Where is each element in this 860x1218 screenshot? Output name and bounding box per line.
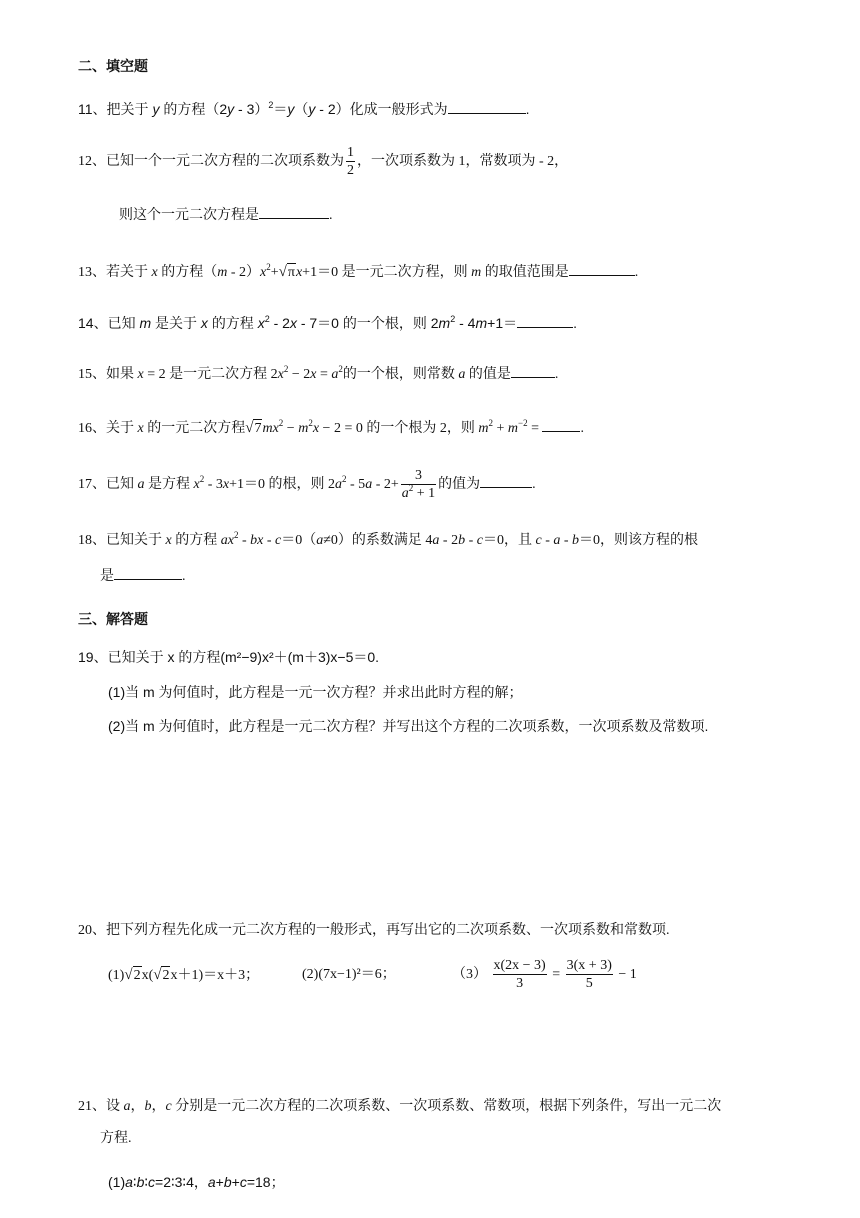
question-19-part1: (1)当 m 为何值时，此方程是一元一次方程？并求出此时方程的解； (108, 684, 523, 700)
q-number: 16、 (78, 421, 106, 436)
q-number: 18、 (78, 533, 106, 548)
sqrt-icon: √ (245, 420, 254, 436)
question-12: 12、已知一个一元二次方程的二次项系数为 $\frac{1}{2}$ ，一次项系数为 1，常数项为 - 2， (78, 145, 569, 179)
sqrt-icon: √ (153, 967, 162, 983)
answer-blank[interactable] (569, 262, 635, 276)
fraction-left: $\frac{x(2x - 3)}{3}$ (493, 958, 546, 992)
question-20-part2: (2)(7x−1)²＝6； (302, 967, 396, 982)
question-19: 19、已知关于 x 的方程(m²−9)x²＋(m＋3)x−5＝0. (78, 649, 380, 665)
answer-blank[interactable] (480, 474, 532, 488)
answer-blank[interactable] (542, 418, 580, 432)
sqrt-icon: √ (278, 264, 287, 280)
q-number: 15、 (78, 367, 106, 382)
question-16: 16、关于 x 的一元二次方程$√7mx^2 - m^2x - 2 = 0$ 的一个根为 2，则 $m^2 + m^{-2}$ = . (78, 418, 584, 436)
question-18-line2: 是 . (100, 566, 186, 586)
question-15: 15、如果 x = 2 是一元二次方程 $2x^2 - 2x = a^2$的一个根，则常数 a 的值是 . (78, 364, 559, 382)
question-14: 14、已知 m 是关于 x 的方程 $x^2 - 2x - 7=0$ 的一个根，则 $2m^2 - 4m+1=$ . (78, 314, 577, 331)
q-number: 17、 (78, 477, 106, 492)
fraction-one-half: $\frac{1}{2}$ (347, 145, 354, 179)
section-title-fill-blank: 二、填空题 (78, 58, 148, 74)
sqrt-icon: √ (124, 967, 133, 983)
answer-blank[interactable] (259, 205, 329, 219)
q-number: 11、 (78, 101, 107, 117)
q-number: 19、 (78, 649, 108, 665)
question-21: 21、设 a，b，c 分别是一元二次方程的二次项系数、一次项系数、常数项，根据下列条件，写出一元二次 (78, 1099, 722, 1114)
question-13: 13、若关于 x 的方程$(m - 2)x^2+√\pi x+1=0$ 是一元二次方程，则 m 的取值范围是 . (78, 262, 639, 280)
question-12-line2: 则这个一元二次方程是 . (119, 205, 333, 225)
answer-blank[interactable] (448, 100, 526, 114)
fraction-right: $\frac{3(x + 3)}{5}$ (566, 958, 612, 992)
question-11: 11、把关于 y 的方程（2y - 3）$^2$＝y（y - 2）化成一般形式为 . (78, 100, 530, 117)
question-21-line2: 方程. (100, 1131, 132, 1146)
question-18: 18、已知关于 x 的方程 $ax^2$ - bx - c＝0（a≠0）的系数满足 4a - 2b - c＝0，且 c - a - b＝0，则该方程的根 (78, 530, 699, 548)
question-19-part2: (2)当 m 为何值时，此方程是一元二次方程？并写出这个方程的二次项系数，一次项系数及常数项. (108, 718, 709, 734)
question-17: 17、已知 a 是方程 $x^2 - 3x+1=0$ 的根，则 $2a^2 - 5a - 2+$ $\frac{3}{a^2 + 1}$ 的值为 . (78, 468, 536, 502)
answer-blank[interactable] (114, 566, 182, 580)
section-title-solve: 三、解答题 (78, 611, 148, 627)
question-21-part1: (1)a∶b∶c=2∶3∶4，a+b+c=18； (108, 1174, 285, 1190)
q-number: 20、 (78, 923, 106, 938)
q-number: 21、 (78, 1099, 106, 1114)
question-20-part3: （3） $\frac{x(2x - 3)}{3}$ = $\frac{3(x + 3)}{5}$ − 1 (452, 958, 637, 992)
q-number: 12、 (78, 154, 106, 169)
answer-blank[interactable] (511, 364, 555, 378)
q-number: 14、 (78, 315, 108, 331)
fraction-3-over-a2-plus-1: $\frac{3}{a^2 + 1}$ (401, 468, 436, 502)
question-20-part1: (1)√2x(√2x＋1)＝x＋3； (108, 967, 260, 983)
question-20: 20、把下列方程先化成一元二次方程的一般形式，再写出它的二次项系数、一次项系数和常数项. (78, 923, 670, 938)
q-number: 13、 (78, 265, 106, 280)
answer-blank[interactable] (517, 314, 573, 328)
